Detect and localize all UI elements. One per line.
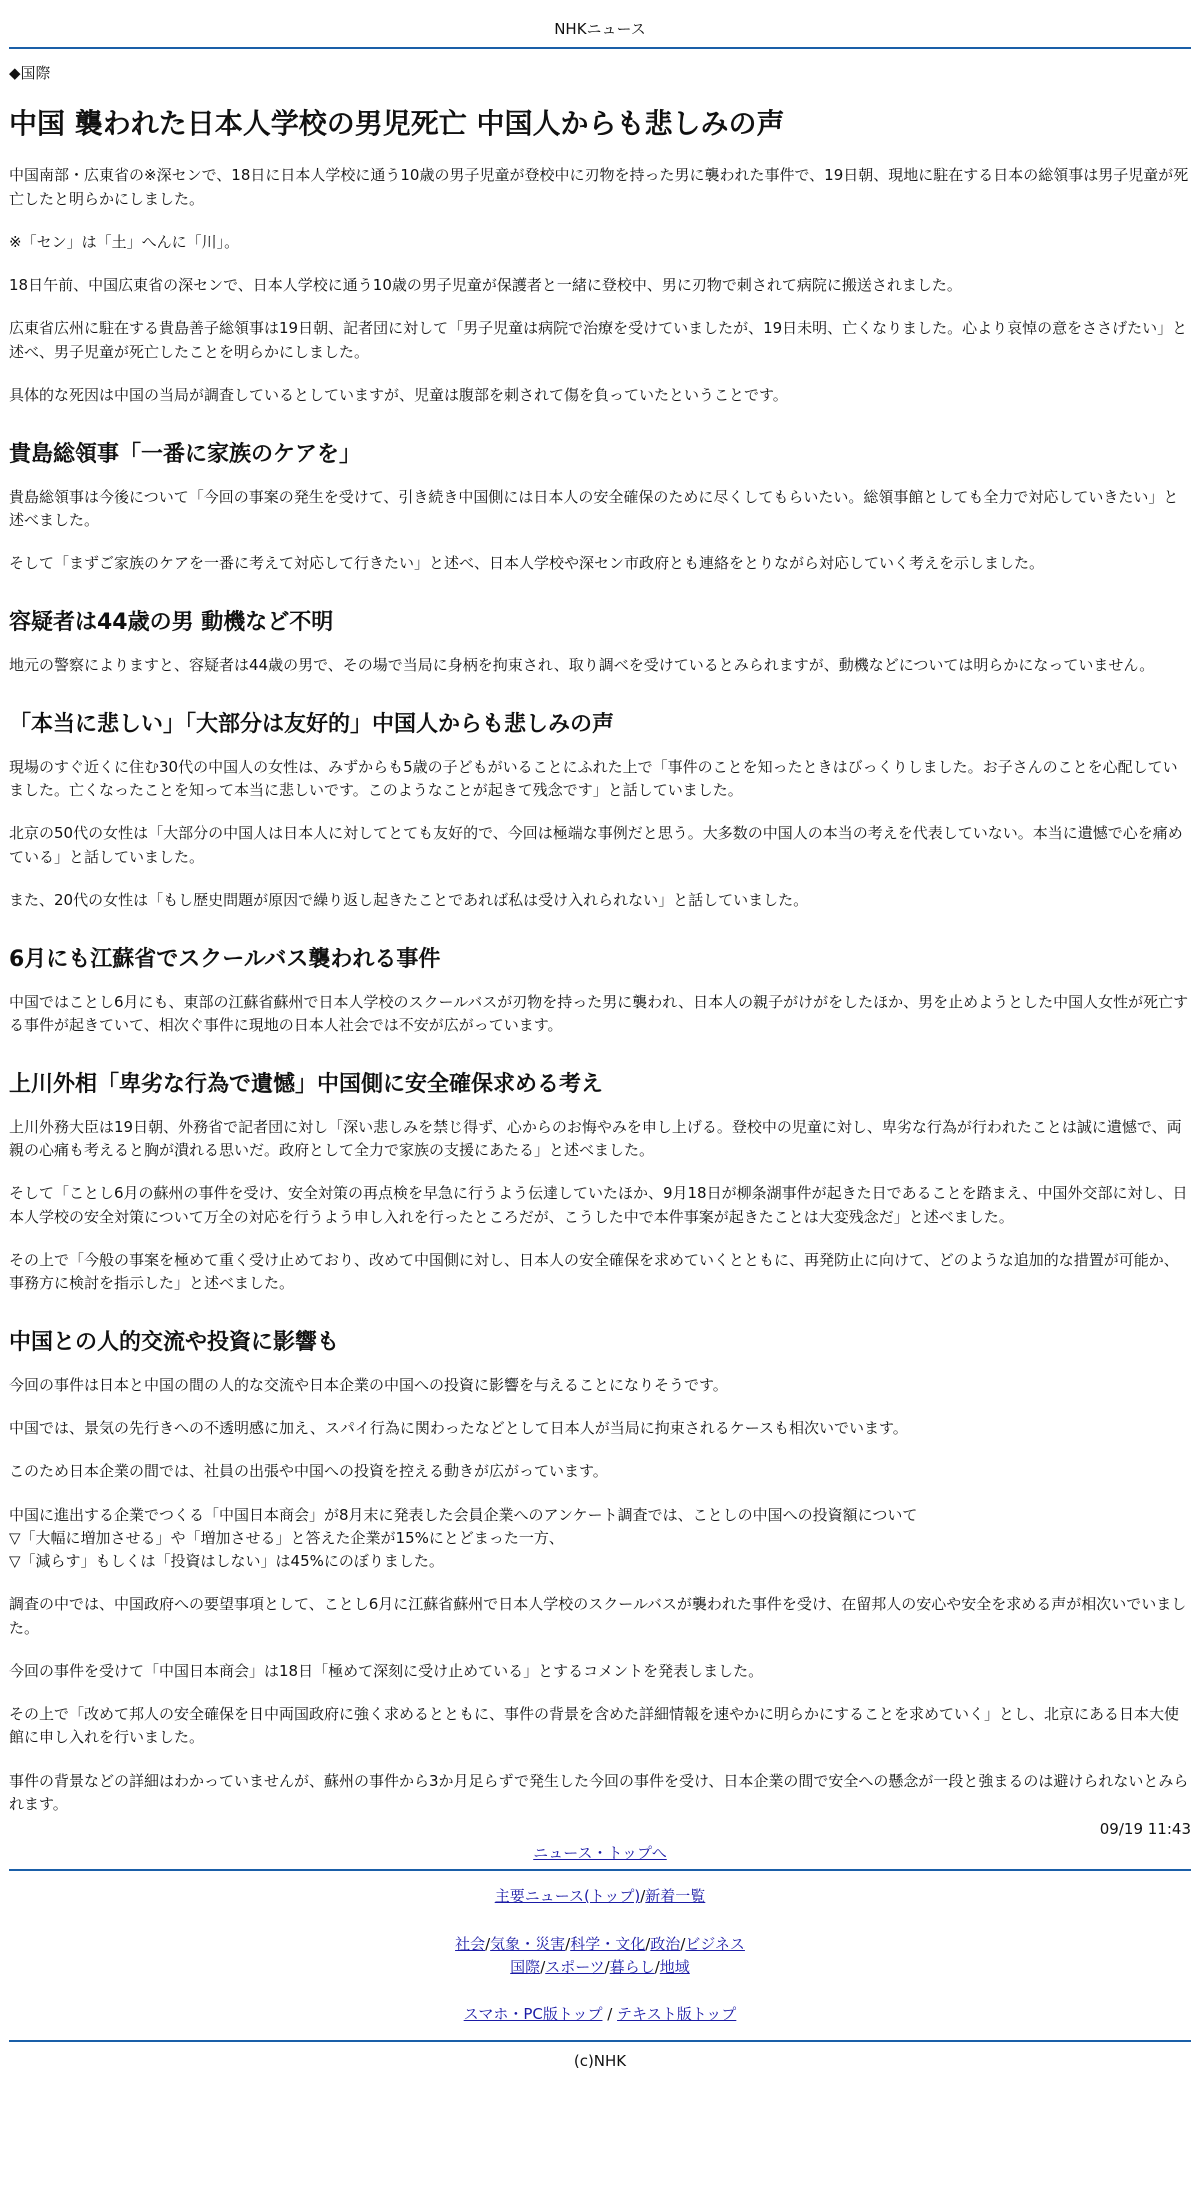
paragraph: 18日午前、中国広東省の深センで、日本人学校に通う10歳の男子児童が保護者と一緒に登校中、男に刃物で刺されて病院に搬送されました。 <box>9 276 962 295</box>
section-investment-impact <box>9 1329 1191 1816</box>
section-chinese-voices <box>9 711 1191 912</box>
paragraph: 今回の事件は日本と中国の間の人的な交流や日本企業の中国への投資に影響を与えることになりそうです。 <box>9 1375 728 1394</box>
section-school-bus <box>9 946 1191 1037</box>
paragraph: その上で「改めて邦人の安全確保を日中両国政府に強く求めるとともに、事件の背景を含めた詳細情報を速やかに明らかにすることを求めていく」とし、北京にある日本大使館に申し入れを行いました。 <box>9 1705 1180 1747</box>
section-suspect <box>9 609 1191 677</box>
paragraph: 中国南部・広東省の※深センで、18日に日本人学校に通う10歳の男子児童が登校中に刃物を持った男に襲われた事件で、19日朝、現地に駐在する日本の総領事は男子児童が死亡したと明らかにしました。 <box>9 166 1189 208</box>
separator: / <box>604 1957 610 1976</box>
smartphone-pc-top-link[interactable]: スマホ・PC版トップ <box>463 2005 603 2024</box>
paragraph: 広東省広州に駐在する貴島善子総領事は19日朝、記者団に対して「男子児童は病院で治療を受けていましたが、19日未明、亡くなりました。心より哀悼の意をささげたい」と述べ、男子児童が死亡したことを明らかにしました。 <box>9 319 1188 361</box>
category-link-region[interactable]: 地域 <box>659 1957 690 1976</box>
article-intro <box>9 164 1191 407</box>
separator: / <box>645 1934 651 1953</box>
news-top-link-wrap <box>9 1842 1191 1865</box>
section-heading: 6月にも江蘇省でスクールバス襲われる事件 <box>9 947 441 973</box>
category-link-sports[interactable]: スポーツ <box>545 1957 605 1976</box>
footer-main-links <box>9 1885 1191 1908</box>
copyright: (c)NHK <box>573 2052 627 2071</box>
separator: / <box>640 1887 646 1906</box>
paragraph: また、20代の女性は「もし歴史問題が原因で繰り返し起きたことであれば私は受け入れられない」と話していました。 <box>9 890 809 909</box>
category-link-society[interactable]: 社会 <box>455 1934 486 1953</box>
section-heading: 中国との人的交流や投資に影響も <box>9 1330 340 1356</box>
site-header <box>9 0 1191 49</box>
paragraph: 北京の50代の女性は「大部分の中国人は日本人に対してとても友好的で、今回は極端な事例だと思う。大多数の中国人の本当の考えを代表していない。本当に遺憾で心を痛めている」と話していました。 <box>9 824 1183 866</box>
paragraph: このため日本企業の間では、社員の出張や中国への投資を控える動きが広がっています。 <box>9 1462 608 1481</box>
category-link-international[interactable]: 国際 <box>510 1957 541 1976</box>
paragraph: 地元の警察によりますと、容疑者は44歳の男で、その場で当局に身柄を拘束され、取り調べを受けているとみられますが、動機などについては明らかになっていません。 <box>9 656 1155 675</box>
section-heading: 上川外相「卑劣な行為で遺憾」中国側に安全確保求める考え <box>9 1072 604 1098</box>
paragraph: 中国では、景気の先行きへの不透明感に加え、スパイ行為に関わったなどとして日本人が当局に拘束されるケースも相次いでいます。 <box>9 1419 908 1438</box>
paragraph: 貴島総領事は今後について「今回の事案の発生を受けて、引き続き中国側には日本人の安全確保のために尽くしてもらいたい。総領事館としても全力で対応していきたい」と述べました。 <box>9 487 1179 529</box>
separator: / <box>485 1934 491 1953</box>
category-link-politics[interactable]: 政治 <box>650 1934 681 1953</box>
footer-top-links <box>9 2003 1191 2026</box>
separator: / <box>680 1934 686 1953</box>
paragraph: 上川外務大臣は19日朝、外務省で記者団に対し「深い悲しみを禁じ得ず、心からのお悔やみを申し上げる。登校中の児童に対し、卑劣な行為が行われたことは誠に遺憾で、両親の心痛も考えると胸が潰れる思いだ。政府として全力で家族の支援にあたる」と述べました。 <box>9 1117 1182 1160</box>
separator: / <box>540 1957 546 1976</box>
category-link-business[interactable]: ビジネス <box>685 1934 745 1953</box>
paragraph: ※「セン」は「土」へんに「川」。 <box>9 232 240 251</box>
section-heading: 容疑者は44歳の男 動機など不明 <box>9 610 334 636</box>
paragraph: 調査の中では、中国政府への要望事項として、ことし6月に江蘇省蘇州で日本人学校のスクールバスが襲われた事件を受け、在留邦人の安心や安全を求める声が相次いでいました。 <box>9 1595 1187 1637</box>
article-category: ◆国際 <box>9 64 51 82</box>
section-heading: 「本当に悲しい」「大部分は友好的」中国人からも悲しみの声 <box>9 712 615 738</box>
paragraph: 中国ではことし6月にも、東部の江蘇省蘇州で日本人学校のスクールバスが刃物を持った男に襲われ、日本人の親子がけがをしたほか、男を止めようとした中国人女性が死亡する事件が起きていて、相次ぐ事件に現地の日本人社会では不安が広がっています。 <box>9 992 1189 1035</box>
separator: / <box>565 1934 571 1953</box>
spacer <box>9 1909 1191 1933</box>
paragraph: そして「まずご家族のケアを一番に考えて対応して行きたい」と述べ、日本人学校や深セン市政府とも連絡をとりながら対応していく考えを示しました。 <box>9 554 1045 573</box>
paragraph: 中国に進出する企業でつくる「中国日本商会」が8月末に発表した会員企業へのアンケート調査では、ことしの中国への投資額について ▽「大幅に増加させる」や「増加させる」と答えた企業が15%にとどまった一方、 ▽「減らす」もしくは「投資はしない」は45%にのぼりました。 <box>9 1505 918 1571</box>
paragraph: その上で「今般の事案を極めて重く受け止めており、改めて中国側に対し、日本人の安全確保を求めていくとともに、再発防止に向けて、どのような追加的な措置が可能か、事務方に検討を指示した」と述べました。 <box>9 1250 1179 1293</box>
article-title: 中国 襲われた日本人学校の男児死亡 中国人からも悲しみの声 <box>9 107 785 140</box>
paragraph: 今回の事件を受けて「中国日本商会」は18日「極めて深刻に受け止めている」とするコメントを発表しました。 <box>9 1661 764 1680</box>
site-title: NHKニュース <box>554 20 646 38</box>
footer-nav <box>9 1885 1191 2026</box>
footer-category-row-2 <box>9 1956 1191 1979</box>
spacer <box>9 1979 1191 2003</box>
category-link-weather[interactable]: 気象・災害 <box>490 1934 566 1953</box>
paragraph: 具体的な死因は中国の当局が調査しているとしていますが、児童は腹部を刺されて傷を負っていたということです。 <box>9 385 788 404</box>
footer-category-row-1 <box>9 1933 1191 1956</box>
separator: / <box>602 2005 618 2024</box>
category-link-life[interactable]: 暮らし <box>609 1957 655 1976</box>
footer-divider <box>9 1869 1191 1871</box>
main-news-link[interactable]: 主要ニュース(トップ) <box>494 1887 641 1906</box>
latest-news-link[interactable]: 新着一覧 <box>645 1887 706 1906</box>
section-heading: 貴島総領事「一番に家族のケアを」 <box>9 442 362 468</box>
paragraph: そして「ことし6月の蘇州の事件を受け、安全対策の再点検を早急に行うよう伝達していたほか、9月18日が柳条湖事件が起きた日であることを踏まえ、中国外交部に対し、日本人学校の安全対策について万全の対応を行うよう申し入れを行ったところだが、こうした中で本件事案が起きたことは大変残念だ」と述べました。 <box>9 1184 1188 1226</box>
paragraph: 事件の背景などの詳細はわかっていませんが、蘇州の事件から3か月足らずで発生した今回の事件を受け、日本企業の間で安全への懸念が一段と強まるのは避けられないとみられます。 <box>9 1771 1189 1813</box>
text-top-link[interactable]: テキスト版トップ <box>617 2005 737 2024</box>
section-consul-general <box>9 441 1191 575</box>
article-timestamp: 09/19 11:43 <box>1099 1820 1191 1839</box>
category-link-science[interactable]: 科学・文化 <box>570 1934 646 1953</box>
news-top-link[interactable]: ニュース・トップへ <box>533 1844 667 1863</box>
separator: / <box>654 1957 660 1976</box>
section-foreign-minister <box>9 1071 1191 1295</box>
paragraph: 現場のすぐ近くに住む30代の中国人の女性は、みずからも5歳の子どもがいることにふれた上で「事件のことを知ったときはびっくりしました。お子さんのことを心配していました。亡くなったことを知って本当に悲しいです。このようなことが起きて残念です」と話していました。 <box>9 757 1178 800</box>
